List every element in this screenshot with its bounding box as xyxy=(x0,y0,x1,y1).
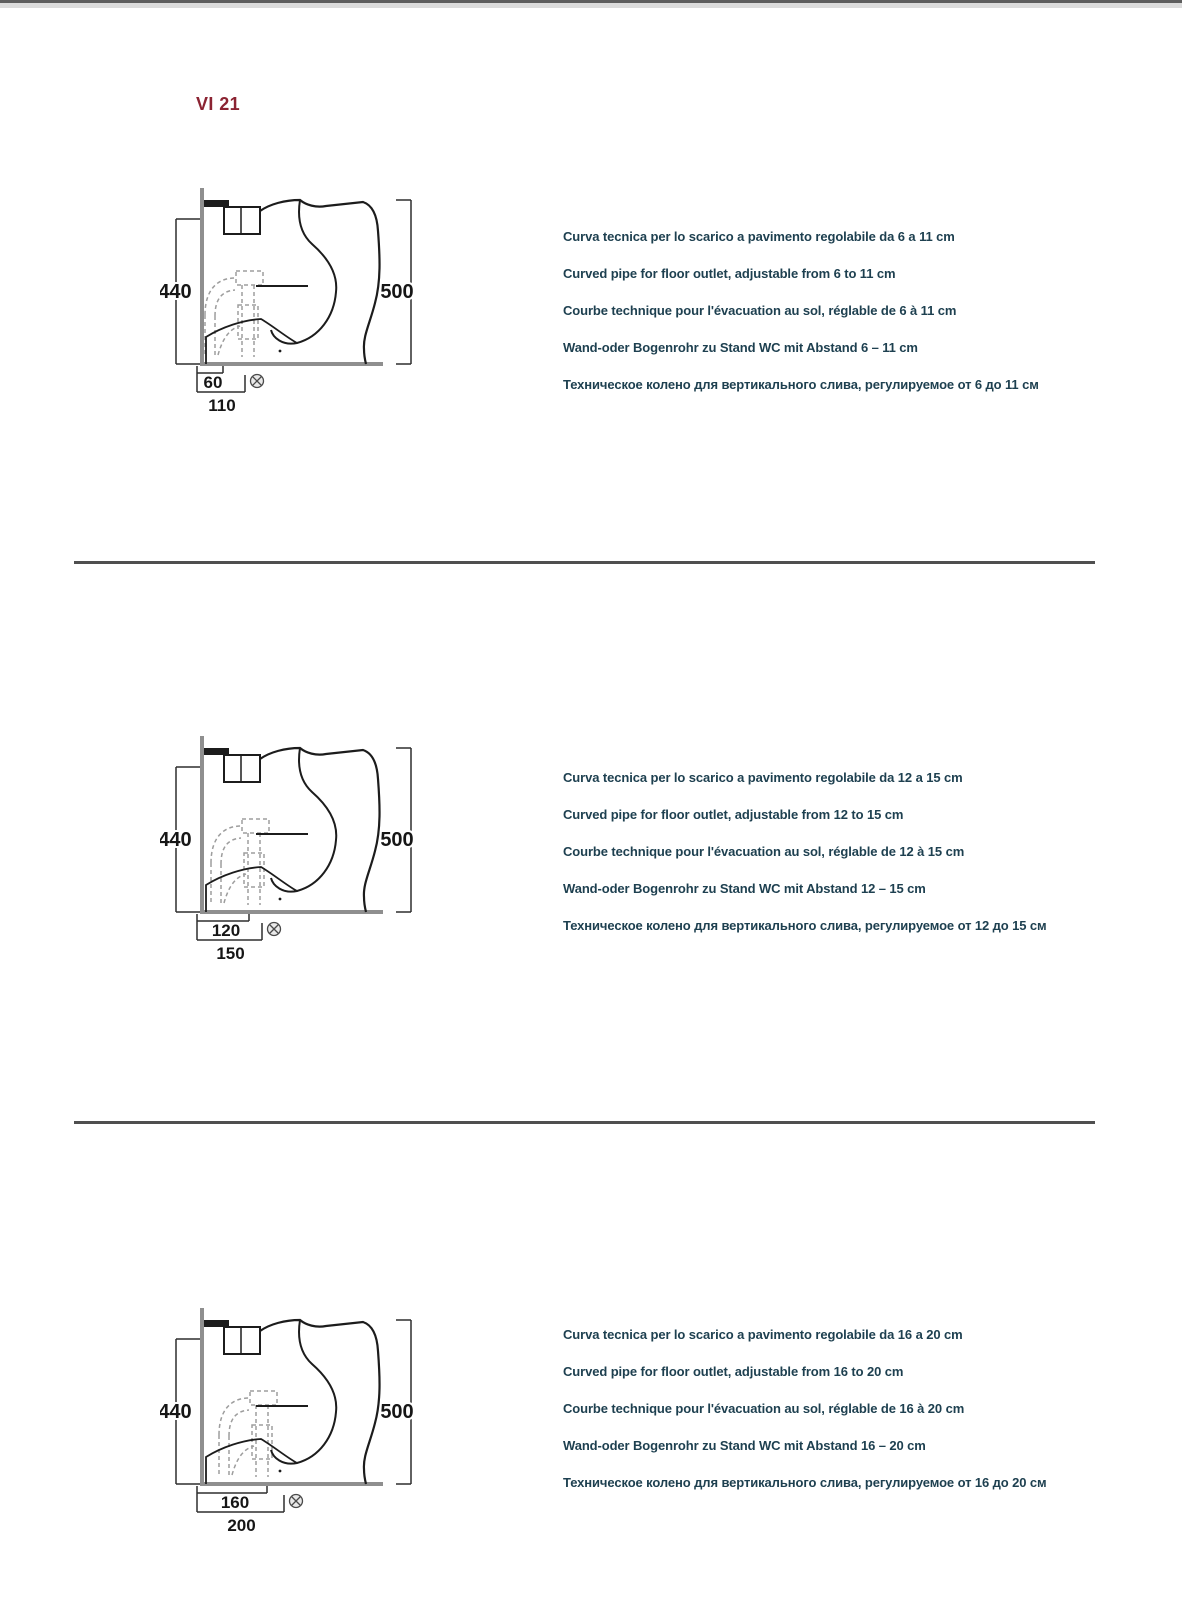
description-de: Wand-oder Bogenrohr zu Stand WC mit Abstand 12 – 15 cm xyxy=(563,881,926,896)
wc-side-view-drawing xyxy=(160,733,422,981)
dim-outlet-min: 160 xyxy=(220,1493,250,1512)
dim-outlet-max: 110 xyxy=(208,396,236,415)
description-ru: Техническое колено для вертикального слива, регулируемое от 16 до 20 см xyxy=(563,1475,1047,1490)
product-variant-section xyxy=(0,1305,1182,1605)
description-en: Curved pipe for floor outlet, adjustable from 16 to 20 cm xyxy=(563,1364,904,1379)
product-code-title: VI 21 xyxy=(196,94,241,114)
description-fr: Courbe technique pour l'évacuation au sol, réglable de 12 à 15 cm xyxy=(563,844,965,859)
description-de: Wand-oder Bogenrohr zu Stand WC mit Abstand 6 – 11 cm xyxy=(563,340,918,355)
dim-height-left: 440 xyxy=(160,281,192,303)
dashed-outlet-pipe xyxy=(211,819,269,905)
description-list xyxy=(563,1316,1123,1501)
flush-inlet-box xyxy=(224,1327,260,1354)
dim-outlet-max: 200 xyxy=(227,1516,256,1535)
technical-drawing xyxy=(160,733,422,981)
description-list xyxy=(563,759,1123,944)
flush-inlet-box xyxy=(224,755,260,782)
floor-drain-icon xyxy=(290,1495,303,1508)
product-variant-section xyxy=(0,733,1182,1033)
dim-height-left: 440 xyxy=(160,1401,192,1423)
description-en: Curved pipe for floor outlet, adjustable from 12 to 15 cm xyxy=(563,807,904,822)
description-ru: Техническое колено для вертикального слива, регулируемое от 6 до 11 см xyxy=(563,377,1039,392)
floor-drain-icon xyxy=(268,923,281,936)
wc-side-view-drawing xyxy=(160,1305,422,1553)
dim-height-left: 440 xyxy=(160,829,192,851)
bowl-interior xyxy=(271,1320,336,1464)
dim-height-right: 500 xyxy=(380,829,414,851)
dim-outlet-min: 120 xyxy=(211,921,241,940)
dashed-outlet-pipe xyxy=(219,1391,277,1477)
page-top-rule-shadow xyxy=(0,3,1182,8)
bowl-interior xyxy=(271,200,336,344)
floor-drain-icon xyxy=(251,375,264,388)
section-divider xyxy=(74,561,1095,564)
description-fr: Courbe technique pour l'évacuation au sol, réglable de 16 à 20 cm xyxy=(563,1401,965,1416)
description-de: Wand-oder Bogenrohr zu Stand WC mit Abstand 16 – 20 cm xyxy=(563,1438,926,1453)
dim-outlet-min: 60 xyxy=(203,373,223,392)
description-en: Curved pipe for floor outlet, adjustable from 6 to 11 cm xyxy=(563,266,896,281)
description-it: Curva tecnica per lo scarico a pavimento regolabile da 6 a 11 cm xyxy=(563,229,955,244)
wc-side-view-drawing xyxy=(160,185,422,433)
dashed-outlet-pipe xyxy=(205,271,263,357)
flush-inlet-box xyxy=(224,207,260,234)
description-list xyxy=(563,218,1123,403)
dim-height-right: 500 xyxy=(380,281,414,303)
description-it: Curva tecnica per lo scarico a pavimento regolabile da 12 a 15 cm xyxy=(563,770,963,785)
wall-mount-bar xyxy=(204,200,229,207)
technical-drawing xyxy=(160,185,422,433)
wall-mount-bar xyxy=(204,748,229,755)
description-ru: Техническое колено для вертикального слива, регулируемое от 12 до 15 см xyxy=(563,918,1047,933)
product-variant-section xyxy=(0,185,1182,485)
description-it: Curva tecnica per lo scarico a pavimento regolabile da 16 a 20 cm xyxy=(563,1327,963,1342)
section-divider xyxy=(74,1121,1095,1124)
description-fr: Courbe technique pour l'évacuation au sol, réglable de 6 à 11 cm xyxy=(563,303,957,318)
dim-outlet-max: 150 xyxy=(216,944,245,963)
bowl-interior xyxy=(271,748,336,892)
technical-drawing xyxy=(160,1305,422,1553)
dim-height-right: 500 xyxy=(380,1401,414,1423)
wall-mount-bar xyxy=(204,1320,229,1327)
